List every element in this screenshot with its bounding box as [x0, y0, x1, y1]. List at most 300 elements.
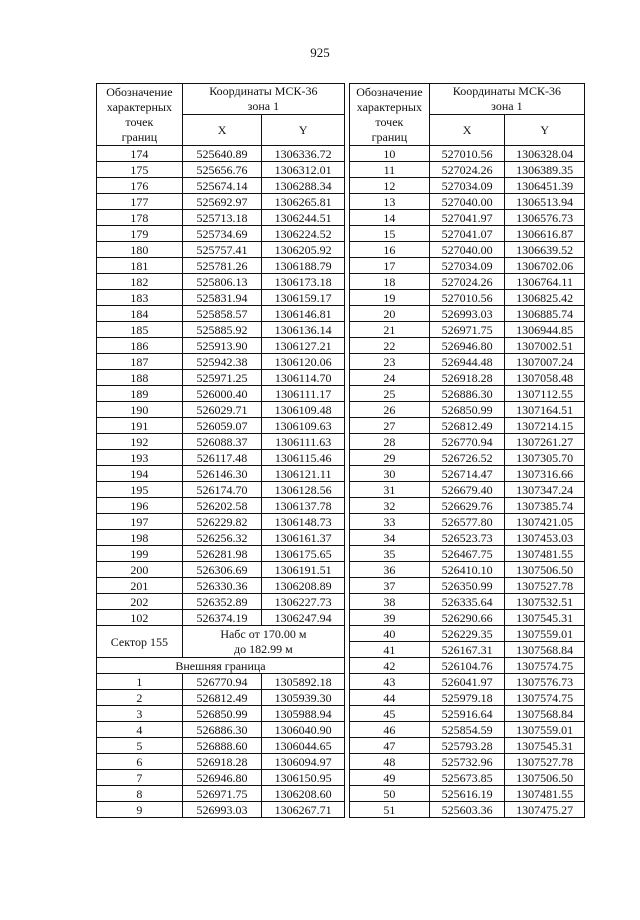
x-coordinate-cell: 526886.30: [429, 386, 505, 402]
x-coordinate-cell: 526888.60: [182, 738, 262, 754]
y-coordinate-cell: 1307261.27: [505, 434, 585, 450]
y-coordinate-cell: 1306127.21: [262, 338, 345, 354]
table-row: [350, 306, 585, 322]
y-coordinate-cell: 1306336.72: [262, 146, 345, 162]
point-id-cell: 24: [350, 370, 430, 386]
x-coordinate-cell: 526146.30: [182, 466, 262, 482]
y-coordinate-cell: 1306825.42: [505, 290, 585, 306]
table-row: [350, 578, 585, 594]
y-coordinate-cell: 1307559.01: [505, 722, 585, 738]
y-coordinate-cell: 1306115.46: [262, 450, 345, 466]
y-coordinate-cell: 1306224.52: [262, 226, 345, 242]
x-coordinate-cell: 527024.26: [429, 162, 505, 178]
table-row: [350, 738, 585, 754]
point-id-cell: 102: [97, 610, 183, 626]
point-id-cell: 179: [97, 226, 183, 242]
point-id-cell: 5: [97, 738, 183, 754]
x-coordinate-cell: 526174.70: [182, 482, 262, 498]
y-coordinate-cell: 1306120.06: [262, 354, 345, 370]
point-id-cell: 186: [97, 338, 183, 354]
table-row: [97, 370, 345, 386]
table-row: [350, 562, 585, 578]
x-coordinate-cell: 526202.58: [182, 498, 262, 514]
table-row: [97, 466, 345, 482]
x-coordinate-cell: 526971.75: [429, 322, 505, 338]
x-coordinate-cell: 526330.36: [182, 578, 262, 594]
table-row: [350, 802, 585, 818]
x-coordinate-cell: 527041.07: [429, 226, 505, 242]
y-coordinate-cell: 1307316.66: [505, 466, 585, 482]
table-row: [350, 754, 585, 770]
table-row: [350, 674, 585, 690]
point-id-cell: 32: [350, 498, 430, 514]
y-coordinate-cell: 1306111.17: [262, 386, 345, 402]
x-coordinate-cell: 525793.28: [429, 738, 505, 754]
x-coordinate-cell: 526946.80: [182, 770, 262, 786]
y-coordinate-cell: 1307481.55: [505, 786, 585, 802]
point-id-cell: 40: [350, 626, 430, 642]
y-coordinate-cell: 1306513.94: [505, 194, 585, 210]
table-row: [97, 786, 345, 802]
table-row: [350, 434, 585, 450]
x-coordinate-cell: 526000.40: [182, 386, 262, 402]
point-id-cell: 38: [350, 594, 430, 610]
table-row: [97, 322, 345, 338]
y-coordinate-cell: 1307574.75: [505, 690, 585, 706]
x-coordinate-cell: 526993.03: [182, 802, 262, 818]
y-coordinate-cell: 1306173.18: [262, 274, 345, 290]
point-id-cell: 29: [350, 450, 430, 466]
x-coordinate-cell: 526352.89: [182, 594, 262, 610]
y-coordinate-cell: 1305892.18: [262, 674, 345, 690]
y-coordinate-cell: 1306616.87: [505, 226, 585, 242]
point-id-cell: 183: [97, 290, 183, 306]
sector-row: [97, 626, 345, 658]
point-id-cell: 44: [350, 690, 430, 706]
x-coordinate-cell: 527010.56: [429, 146, 505, 162]
x-coordinate-cell: 526577.80: [429, 514, 505, 530]
table-row: [97, 706, 345, 722]
y-coordinate-cell: 1307347.24: [505, 482, 585, 498]
x-coordinate-cell: 526918.28: [429, 370, 505, 386]
x-coordinate-cell: 525942.38: [182, 354, 262, 370]
x-coordinate-cell: 525603.36: [429, 802, 505, 818]
x-coordinate-cell: 526629.76: [429, 498, 505, 514]
x-column-header: X: [182, 115, 262, 146]
x-coordinate-cell: 526944.48: [429, 354, 505, 370]
point-id-cell: 51: [350, 802, 430, 818]
table-row: [97, 498, 345, 514]
x-column-header: X: [429, 115, 505, 146]
designation-header: Обозначение характерных точек границ: [350, 84, 430, 146]
y-coordinate-cell: 1307568.84: [505, 706, 585, 722]
x-coordinate-cell: 525734.69: [182, 226, 262, 242]
table-row: [350, 162, 585, 178]
x-coordinate-cell: 525757.41: [182, 242, 262, 258]
y-coordinate-cell: 1307568.84: [505, 642, 585, 658]
table-row: [350, 178, 585, 194]
x-coordinate-cell: 527010.56: [429, 290, 505, 306]
point-id-cell: 28: [350, 434, 430, 450]
y-coordinate-cell: 1307545.31: [505, 610, 585, 626]
point-id-cell: 189: [97, 386, 183, 402]
point-id-cell: 177: [97, 194, 183, 210]
point-id-cell: 2: [97, 690, 183, 706]
y-coordinate-cell: 1306128.56: [262, 482, 345, 498]
y-coordinate-cell: 1306205.92: [262, 242, 345, 258]
point-id-cell: 48: [350, 754, 430, 770]
x-coordinate-cell: 526059.07: [182, 418, 262, 434]
point-id-cell: 46: [350, 722, 430, 738]
x-coordinate-cell: 526410.10: [429, 562, 505, 578]
y-coordinate-cell: 1307058.48: [505, 370, 585, 386]
y-coordinate-cell: 1306150.95: [262, 770, 345, 786]
table-row: [97, 674, 345, 690]
x-coordinate-cell: 526993.03: [429, 306, 505, 322]
table-row: [350, 546, 585, 562]
x-coordinate-cell: 526850.99: [429, 402, 505, 418]
table-row: [97, 178, 345, 194]
point-id-cell: 33: [350, 514, 430, 530]
point-id-cell: 21: [350, 322, 430, 338]
table-row: [97, 754, 345, 770]
table-row: [97, 594, 345, 610]
point-id-cell: 26: [350, 402, 430, 418]
y-coordinate-cell: 1305939.30: [262, 690, 345, 706]
table-row: [350, 226, 585, 242]
x-coordinate-cell: 526041.97: [429, 674, 505, 690]
x-coordinate-cell: 527034.09: [429, 178, 505, 194]
point-id-cell: 23: [350, 354, 430, 370]
table-row: [350, 370, 585, 386]
left-coordinates-table: [96, 83, 345, 818]
y-coordinate-cell: 1306188.79: [262, 258, 345, 274]
y-coordinate-cell: 1307385.74: [505, 498, 585, 514]
y-coordinate-cell: 1306885.74: [505, 306, 585, 322]
table-row: [97, 738, 345, 754]
y-coordinate-cell: 1306161.37: [262, 530, 345, 546]
x-coordinate-cell: 525616.19: [429, 786, 505, 802]
y-coordinate-cell: 1307475.27: [505, 802, 585, 818]
y-coordinate-cell: 1307506.50: [505, 770, 585, 786]
x-coordinate-cell: 526104.76: [429, 658, 505, 674]
x-coordinate-cell: 526770.94: [429, 434, 505, 450]
point-id-cell: 191: [97, 418, 183, 434]
table-row: [350, 690, 585, 706]
point-id-cell: 30: [350, 466, 430, 482]
x-coordinate-cell: 525673.85: [429, 770, 505, 786]
y-coordinate-cell: 1306639.52: [505, 242, 585, 258]
table-row: [350, 482, 585, 498]
point-id-cell: 185: [97, 322, 183, 338]
point-id-cell: 9: [97, 802, 183, 818]
table-row: [350, 354, 585, 370]
x-coordinate-cell: 526850.99: [182, 706, 262, 722]
x-coordinate-cell: 526256.32: [182, 530, 262, 546]
y-coordinate-cell: 1307007.24: [505, 354, 585, 370]
y-coordinate-cell: 1306247.94: [262, 610, 345, 626]
y-coordinate-cell: 1307481.55: [505, 546, 585, 562]
x-coordinate-cell: 527040.00: [429, 242, 505, 258]
table-row: [97, 146, 345, 162]
x-coordinate-cell: 526335.64: [429, 594, 505, 610]
x-coordinate-cell: 525781.26: [182, 258, 262, 274]
table-row: [97, 258, 345, 274]
y-coordinate-cell: 1307545.31: [505, 738, 585, 754]
point-id-cell: 22: [350, 338, 430, 354]
x-coordinate-cell: 526770.94: [182, 674, 262, 690]
point-id-cell: 10: [350, 146, 430, 162]
point-id-cell: 20: [350, 306, 430, 322]
table-row: [350, 530, 585, 546]
point-id-cell: 174: [97, 146, 183, 162]
y-coordinate-cell: 1306146.81: [262, 306, 345, 322]
table-row: [350, 322, 585, 338]
designation-header: Обозначение характерных точек границ: [97, 84, 183, 146]
x-coordinate-cell: 526886.30: [182, 722, 262, 738]
point-id-cell: 17: [350, 258, 430, 274]
point-id-cell: 176: [97, 178, 183, 194]
x-coordinate-cell: 527041.97: [429, 210, 505, 226]
y-coordinate-cell: 1305988.94: [262, 706, 345, 722]
x-coordinate-cell: 526918.28: [182, 754, 262, 770]
y-coordinate-cell: 1306328.04: [505, 146, 585, 162]
table-row: [97, 530, 345, 546]
table-row: [350, 242, 585, 258]
table-row: [350, 386, 585, 402]
table-row: [97, 274, 345, 290]
point-id-cell: 27: [350, 418, 430, 434]
x-coordinate-cell: 525831.94: [182, 290, 262, 306]
x-coordinate-cell: 526229.82: [182, 514, 262, 530]
table-row: [350, 722, 585, 738]
x-coordinate-cell: 526714.47: [429, 466, 505, 482]
point-id-cell: 45: [350, 706, 430, 722]
point-id-cell: 43: [350, 674, 430, 690]
y-coordinate-cell: 1307421.05: [505, 514, 585, 530]
x-coordinate-cell: 526971.75: [182, 786, 262, 802]
x-coordinate-cell: 526350.99: [429, 578, 505, 594]
y-coordinate-cell: 1306040.90: [262, 722, 345, 738]
point-id-cell: 34: [350, 530, 430, 546]
y-coordinate-cell: 1307527.78: [505, 754, 585, 770]
table-row: [350, 146, 585, 162]
x-coordinate-cell: 525913.90: [182, 338, 262, 354]
x-coordinate-cell: 526726.52: [429, 450, 505, 466]
table-row: [350, 450, 585, 466]
y-coordinate-cell: 1306764.11: [505, 274, 585, 290]
x-coordinate-cell: 525858.57: [182, 306, 262, 322]
point-id-cell: 198: [97, 530, 183, 546]
point-id-cell: 196: [97, 498, 183, 514]
point-id-cell: 36: [350, 562, 430, 578]
table-row: [97, 770, 345, 786]
point-id-cell: 194: [97, 466, 183, 482]
table-row: [97, 402, 345, 418]
y-coordinate-cell: 1306208.60: [262, 786, 345, 802]
outer-boundary-label: Внешняя граница: [97, 658, 345, 674]
x-coordinate-cell: 526812.49: [182, 690, 262, 706]
point-id-cell: 15: [350, 226, 430, 242]
point-id-cell: 187: [97, 354, 183, 370]
table-row: [97, 722, 345, 738]
table-row: [97, 546, 345, 562]
table-row: [350, 402, 585, 418]
point-id-cell: 6: [97, 754, 183, 770]
point-id-cell: 41: [350, 642, 430, 658]
y-coordinate-cell: 1306137.78: [262, 498, 345, 514]
x-coordinate-cell: 525979.18: [429, 690, 505, 706]
table-row: [350, 658, 585, 674]
point-id-cell: 197: [97, 514, 183, 530]
y-coordinate-cell: 1306312.01: [262, 162, 345, 178]
y-coordinate-cell: 1306044.65: [262, 738, 345, 754]
y-coordinate-cell: 1307506.50: [505, 562, 585, 578]
table-row: [350, 290, 585, 306]
point-id-cell: 175: [97, 162, 183, 178]
point-id-cell: 192: [97, 434, 183, 450]
table-row: [350, 258, 585, 274]
x-coordinate-cell: 526679.40: [429, 482, 505, 498]
table-row: [97, 242, 345, 258]
table-row: [97, 354, 345, 370]
table-row: [350, 274, 585, 290]
y-coordinate-cell: 1306288.34: [262, 178, 345, 194]
point-id-cell: 50: [350, 786, 430, 802]
table-row: [97, 690, 345, 706]
y-coordinate-cell: 1306208.89: [262, 578, 345, 594]
table-row: [350, 594, 585, 610]
point-id-cell: 16: [350, 242, 430, 258]
y-coordinate-cell: 1306244.51: [262, 210, 345, 226]
y-coordinate-cell: 1306175.65: [262, 546, 345, 562]
table-row: [97, 290, 345, 306]
x-coordinate-cell: 526467.75: [429, 546, 505, 562]
table-row: [97, 194, 345, 210]
point-id-cell: 19: [350, 290, 430, 306]
table-row: [97, 434, 345, 450]
y-coordinate-cell: 1307527.78: [505, 578, 585, 594]
x-coordinate-cell: 526117.48: [182, 450, 262, 466]
point-id-cell: 13: [350, 194, 430, 210]
x-coordinate-cell: 526812.49: [429, 418, 505, 434]
table-row: [97, 578, 345, 594]
y-coordinate-cell: 1306094.97: [262, 754, 345, 770]
table-row: [97, 450, 345, 466]
point-id-cell: 14: [350, 210, 430, 226]
y-coordinate-cell: 1306702.06: [505, 258, 585, 274]
x-coordinate-cell: 526029.71: [182, 402, 262, 418]
y-coordinate-cell: 1306576.73: [505, 210, 585, 226]
y-coordinate-cell: 1306109.63: [262, 418, 345, 434]
y-coordinate-cell: 1306114.70: [262, 370, 345, 386]
table-row: [97, 802, 345, 818]
y-coordinate-cell: 1307574.75: [505, 658, 585, 674]
point-id-cell: 25: [350, 386, 430, 402]
table-row: [97, 210, 345, 226]
y-column-header: Y: [505, 115, 585, 146]
point-id-cell: 200: [97, 562, 183, 578]
table-row: [97, 226, 345, 242]
table-row: [97, 610, 345, 626]
point-id-cell: 184: [97, 306, 183, 322]
table-row: [97, 306, 345, 322]
x-coordinate-cell: 526088.37: [182, 434, 262, 450]
table-row: [350, 786, 585, 802]
y-coordinate-cell: 1307532.51: [505, 594, 585, 610]
point-id-cell: 37: [350, 578, 430, 594]
point-id-cell: 42: [350, 658, 430, 674]
point-id-cell: 202: [97, 594, 183, 610]
y-coordinate-cell: 1307559.01: [505, 626, 585, 642]
point-id-cell: 7: [97, 770, 183, 786]
table-row: [350, 498, 585, 514]
table-row: [350, 626, 585, 642]
point-id-cell: 39: [350, 610, 430, 626]
y-coordinate-cell: 1306159.17: [262, 290, 345, 306]
x-coordinate-cell: 525806.13: [182, 274, 262, 290]
point-id-cell: 8: [97, 786, 183, 802]
x-coordinate-cell: 525885.92: [182, 322, 262, 338]
point-id-cell: 195: [97, 482, 183, 498]
table-row: [350, 210, 585, 226]
point-id-cell: 1: [97, 674, 183, 690]
y-coordinate-cell: 1307112.55: [505, 386, 585, 402]
x-coordinate-cell: 527024.26: [429, 274, 505, 290]
outer-boundary-row: [97, 658, 345, 674]
x-coordinate-cell: 526306.69: [182, 562, 262, 578]
point-id-cell: 4: [97, 722, 183, 738]
x-coordinate-cell: 526946.80: [429, 338, 505, 354]
point-id-cell: 49: [350, 770, 430, 786]
sector-height-range: Набс от 170.00 м до 182.99 м: [182, 626, 344, 658]
x-coordinate-cell: 525971.25: [182, 370, 262, 386]
x-coordinate-cell: 526523.73: [429, 530, 505, 546]
y-coordinate-cell: 1307002.51: [505, 338, 585, 354]
table-row: [97, 482, 345, 498]
table-row: [97, 514, 345, 530]
sector-label: Сектор 155: [97, 626, 183, 658]
y-coordinate-cell: 1306944.85: [505, 322, 585, 338]
right-coordinates-table: [349, 83, 585, 818]
page-number: 925: [310, 45, 330, 60]
point-id-cell: 35: [350, 546, 430, 562]
point-id-cell: 180: [97, 242, 183, 258]
point-id-cell: 11: [350, 162, 430, 178]
table-row: [350, 610, 585, 626]
point-id-cell: 3: [97, 706, 183, 722]
point-id-cell: 182: [97, 274, 183, 290]
y-coordinate-cell: 1306111.63: [262, 434, 345, 450]
y-coordinate-cell: 1306136.14: [262, 322, 345, 338]
y-coordinate-cell: 1306267.71: [262, 802, 345, 818]
table-row: [350, 642, 585, 658]
x-coordinate-cell: 526281.98: [182, 546, 262, 562]
point-id-cell: 181: [97, 258, 183, 274]
table-row: [97, 386, 345, 402]
table-row: [97, 418, 345, 434]
table-row: [97, 162, 345, 178]
point-id-cell: 193: [97, 450, 183, 466]
x-coordinate-cell: 525674.14: [182, 178, 262, 194]
point-id-cell: 18: [350, 274, 430, 290]
x-coordinate-cell: 525656.76: [182, 162, 262, 178]
x-coordinate-cell: 526374.19: [182, 610, 262, 626]
table-row: [97, 562, 345, 578]
y-coordinate-cell: 1306451.39: [505, 178, 585, 194]
point-id-cell: 178: [97, 210, 183, 226]
table-row: [350, 514, 585, 530]
